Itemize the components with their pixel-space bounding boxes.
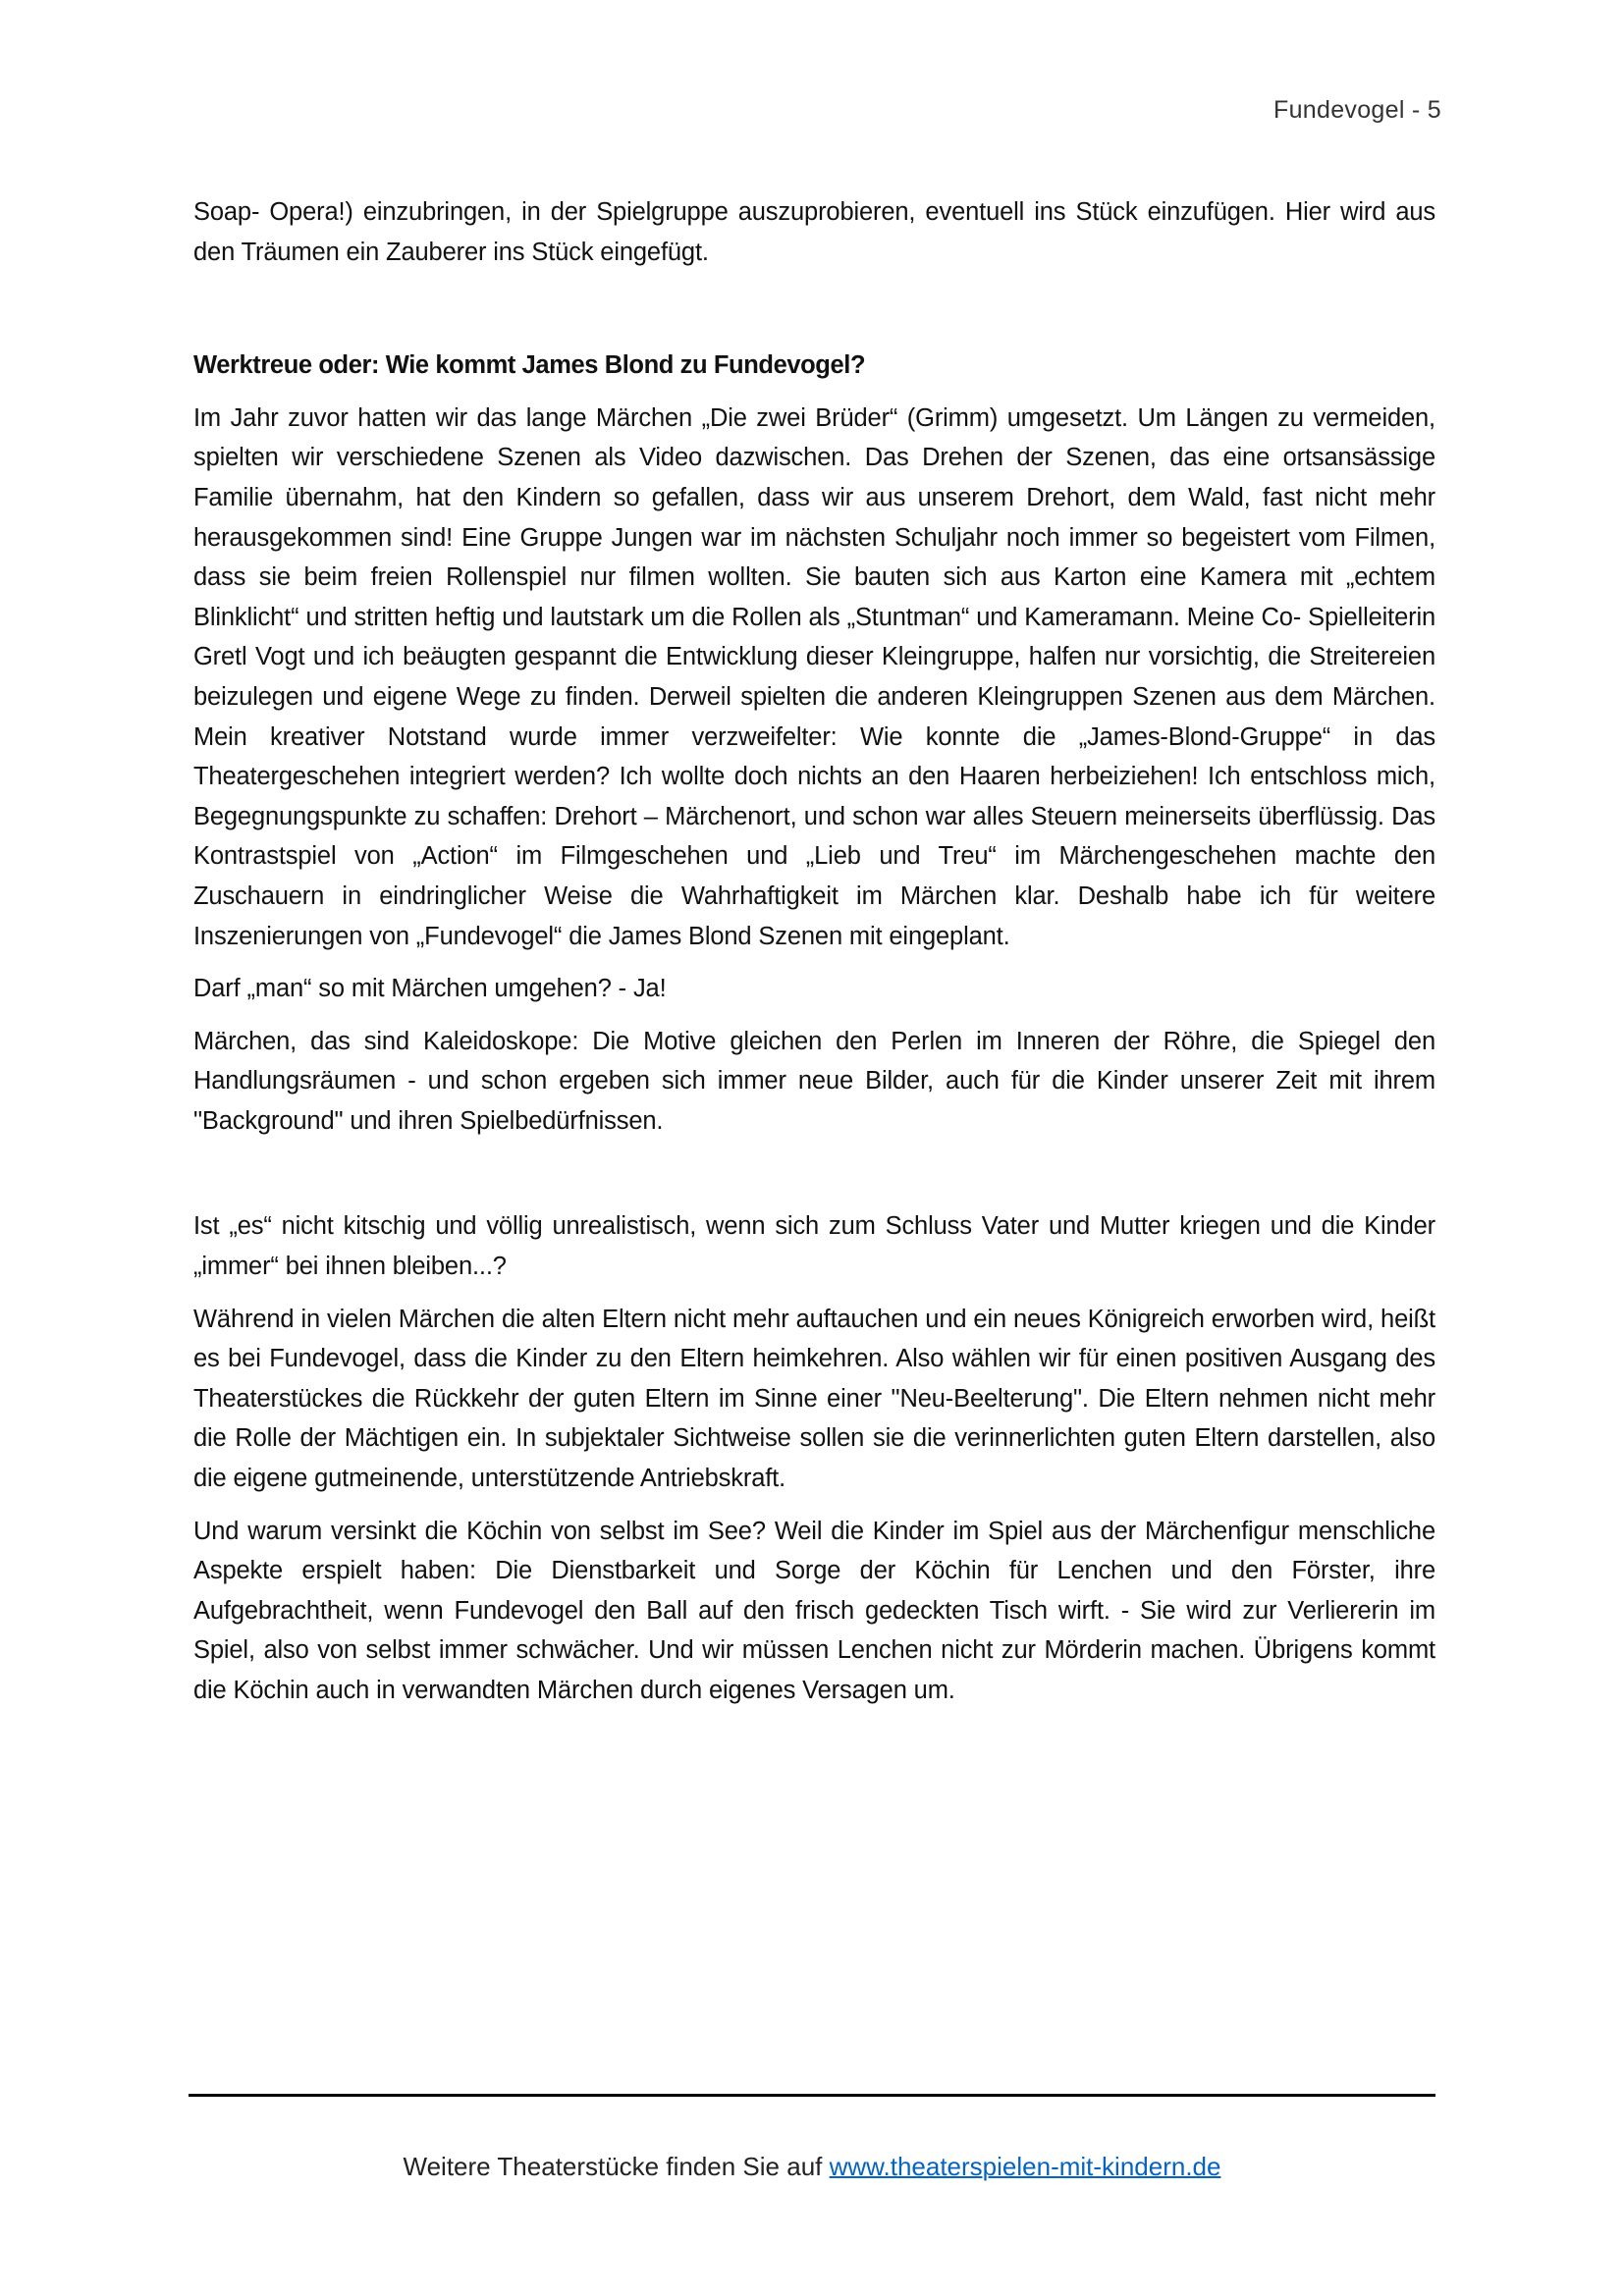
footer-divider	[189, 2094, 1435, 2097]
footer-text: Weitere Theaterstücke finden Sie auf	[403, 2152, 830, 2181]
paragraph-eltern: Während in vielen Märchen die alten Eltern nicht mehr auftauchen und ein neues Königreich erworben wird, heißt es bei Fundevogel, dass die Kinder zu den Eltern heimkehren. Also wählen wir für einen positiven Ausgang des Theaterstückes die Rückkehr der guten Eltern im Sinne einer "Neu-Beelterung". Die Eltern nehmen nicht mehr die Rolle der Mächtigen ein. In subjektaler Sichtweise sollen sie die verinnerlichten guten Eltern darstellen, also die eigene gutmeinende, unterstützende Antriebskraft.	[193, 1305, 1435, 1493]
paragraph-kaleidoskope: Märchen, das sind Kaleidoskope: Die Motive gleichen den Perlen im Inneren der Röhre, die Spiegel den Handlungsräumen - und schon ergeben sich immer neue Bilder, auch für die Kinder unserer Zeit mit ihrem "Background" und ihren Spielbedürfnissen.	[193, 1027, 1435, 1135]
page-footer	[0, 2152, 1624, 2182]
spacer	[193, 285, 1435, 346]
paragraph-james-blond: Im Jahr zuvor hatten wir das lange Märchen „Die zwei Brüder“ (Grimm) umgesetzt. Um Längen zu vermeiden, spielten wir verschiedene Szenen als Video dazwischen. Das Drehen der Szenen, das eine ortsansässige Familie übernahm, hat den Kindern so gefallen, dass wir aus unserem Drehort, dem Wald, fast nicht mehr herausgekommen sind! Eine Gruppe Jungen war im nächsten Schuljahr noch immer so begeistert vom Filmen, dass sie beim freien Rollenspiel nur filmen wollten. Sie bauten sich aus Karton eine Kamera mit „echtem Blinklicht“ und stritten heftig und lautstark um die Rollen als „Stuntman“ und Kameramann. Meine Co- Spielleiterin Gretl Vogt und ich beäugten gespannt die Entwicklung dieser Kleingruppe, halfen nur vorsichtig, die Streitereien beizulegen und eigene Wege zu finden. Derweil spielten die anderen Kleingruppen Szenen aus dem Märchen. Mein kreativer Notstand wurde immer verzweifelter: Wie konnte die „James-Blond-Gruppe“ in das Theatergeschehen integriert werden? Ich wollte doch nichts an den Haaren herbeiziehen! Ich entschloss mich, Begegnungspunkte zu schaffen: Drehort – Märchenort, und schon war alles Steuern meinerseits überflüssig. Das Kontrastspiel von „Action“ im Filmgeschehen und „Lieb und Treu“ im Märchengeschehen machte den Zuschauern in eindringlicher Weise die Wahrhaftigkeit im Märchen klar. Deshalb habe ich für weitere Inszenierungen von „Fundevogel“ die James Blond Szenen mit eingeplant.	[193, 403, 1435, 950]
running-header: Fundevogel - 5	[1273, 96, 1441, 124]
paragraph-kitschig-question: Ist „es“ nicht kitschig und völlig unrealistisch, wenn sich zum Schluss Vater und Mutter kriegen und die Kinder „immer“ bei ihnen bleiben...?	[193, 1212, 1435, 1281]
footer-website-link[interactable]: www.theaterspielen-mit-kindern.de	[829, 2152, 1221, 2181]
document-body	[193, 192, 1435, 1724]
paragraph-question: Darf „man“ so mit Märchen umgehen? - Ja!	[193, 975, 667, 1003]
section-heading: Werktreue oder: Wie kommt James Blond zu Fundevogel?	[193, 351, 866, 380]
intro-paragraph: Soap- Opera!) einzubringen, in der Spielgruppe auszuprobieren, eventuell ins Stück einzufügen. Hier wird aus den Träumen ein Zauberer ins Stück eingefügt.	[193, 198, 1435, 266]
spacer	[193, 1153, 1435, 1206]
paragraph-koechin: Und warum versinkt die Köchin von selbst im See? Weil die Kinder im Spiel aus der Märchenfigur menschliche Aspekte erspielt haben: Die Dienstbarkeit und Sorge der Köchin für Lenchen und den Förster, ihre Aufgebrachtheit, wenn Fundevogel den Ball auf den frisch gedeckten Tisch wirft. - Sie wird zur Verliererin im Spiel, also von selbst immer schwächer. Und wir müssen Lenchen nicht zur Mörderin machen. Übrigens kommt die Köchin auch in verwandten Märchen durch eigenes Versagen um.	[193, 1517, 1435, 1704]
